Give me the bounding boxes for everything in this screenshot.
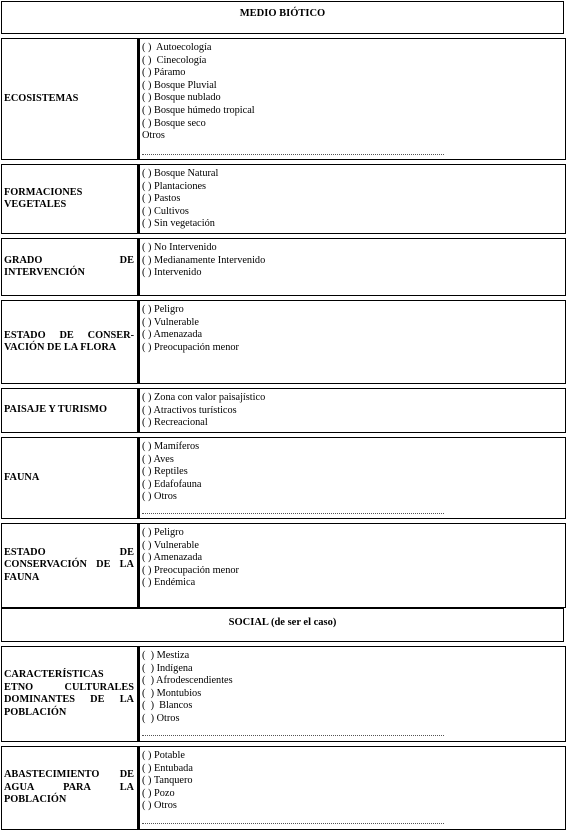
option-item[interactable]: ( ) Páramo [142, 67, 186, 79]
option-item[interactable]: ( ) Bosque Pluvial [142, 79, 217, 91]
section-title: MEDIO BIÓTICO [239, 8, 326, 19]
option-item[interactable]: ( ) Potable [142, 750, 185, 761]
row-label: ESTADO DE CONSER-VACIÓN DE LA FLORA [4, 329, 134, 353]
options-list [142, 42, 561, 143]
option-item[interactable]: ( ) Indígena [142, 662, 193, 674]
option-item[interactable]: ( ) Vulnerable [142, 539, 199, 551]
option-item[interactable]: ( ) Edafofauna [142, 478, 202, 490]
option-item[interactable]: ( ) Recreacional [142, 417, 208, 429]
option-item[interactable]: ( ) Cultivos [142, 205, 189, 217]
column-divider [137, 389, 140, 432]
row-label: PAISAJE Y TURISMO [4, 404, 107, 416]
option-item[interactable]: ( ) Afrodescendientes [142, 675, 233, 687]
options-list [142, 441, 561, 504]
fill-in-line[interactable] [142, 823, 444, 824]
row-fauna [1, 437, 566, 519]
option-item[interactable]: ( ) Preocupación menor [142, 564, 239, 576]
option-item[interactable]: ( ) Amenazada [142, 329, 203, 341]
column-divider [137, 524, 140, 607]
options-list [142, 392, 561, 430]
option-item[interactable]: ( ) Autoecología [142, 42, 212, 53]
row-label: ECOSISTEMAS [4, 92, 79, 104]
option-item[interactable]: ( ) Otros [142, 712, 180, 724]
column-divider [137, 39, 140, 159]
option-item[interactable]: ( ) Zona con valor paisajístico [142, 392, 266, 403]
options-list [142, 750, 561, 813]
row-formaciones-vegetales [1, 164, 566, 234]
option-item[interactable]: ( ) Peligro [142, 304, 184, 315]
options-list [142, 650, 561, 726]
option-item[interactable]: ( ) Plantaciones [142, 180, 207, 192]
option-item[interactable]: ( ) Reptiles [142, 466, 188, 478]
options-list [142, 242, 561, 280]
row-estado-conservacion-fauna [1, 523, 566, 608]
column-divider [137, 165, 140, 233]
option-item[interactable]: ( ) Bosque húmedo tropical [142, 104, 255, 116]
row-ecosistemas [1, 38, 566, 160]
option-item[interactable]: ( ) Preocupación menor [142, 341, 239, 353]
section-header-medio-biotico [1, 1, 564, 34]
option-item[interactable]: ( ) Otros [142, 491, 177, 503]
row-paisaje-y-turismo [1, 388, 566, 433]
option-item[interactable]: ( ) Montubios [142, 687, 202, 699]
option-item[interactable]: ( ) Bosque seco [142, 117, 206, 129]
option-item[interactable]: ( ) Mestiza [142, 650, 190, 661]
option-item[interactable]: ( ) Blancos [142, 700, 193, 712]
option-item[interactable]: ( ) Endémica [142, 577, 196, 589]
section-header-social [1, 608, 564, 642]
row-label: GRADO DE INTERVENCIÓN [4, 254, 134, 278]
option-item[interactable]: ( ) Intervenido [142, 267, 202, 279]
row-label: FORMACIONES VEGETALES [4, 186, 83, 210]
form-table [1, 1, 566, 830]
column-divider [137, 747, 140, 829]
option-item[interactable]: ( ) Pozo [142, 787, 175, 799]
column-divider [137, 438, 140, 518]
option-item[interactable]: ( ) Sin vegetación [142, 218, 215, 230]
column-divider [137, 301, 140, 383]
options-list [142, 304, 561, 354]
row-label: ABASTECIMIENTO DE AGUA PARA LA POBLACIÓN [4, 769, 134, 806]
option-item[interactable]: ( ) Mamíferos [142, 441, 200, 452]
row-estado-conservacion-flora [1, 300, 566, 384]
option-item[interactable]: ( ) Peligro [142, 527, 184, 538]
fill-in-line[interactable] [142, 154, 444, 155]
option-item[interactable]: ( ) Entubada [142, 762, 193, 774]
row-grado-de-intervencion [1, 238, 566, 296]
option-item[interactable]: ( ) Atractivos turísticos [142, 404, 237, 416]
row-label: ESTADO DE CONSERVACIÓN DE LA FAUNA [4, 546, 134, 583]
option-item[interactable]: ( ) Pastos [142, 193, 181, 205]
option-item[interactable]: ( ) Vulnerable [142, 316, 199, 328]
option-item[interactable]: ( ) No Intervenido [142, 242, 217, 253]
option-item[interactable]: ( ) Amenazada [142, 552, 203, 564]
row-label: FAUNA [4, 471, 40, 483]
option-item[interactable]: ( ) Bosque nublado [142, 92, 221, 104]
fill-in-line[interactable] [142, 735, 444, 736]
row-abastecimiento-agua [1, 746, 566, 830]
fill-in-line[interactable] [142, 513, 444, 514]
column-divider [137, 239, 140, 295]
option-item[interactable]: ( ) Otros [142, 800, 177, 812]
row-caracteristicas-etnoculturales [1, 646, 566, 742]
section-title: SOCIAL (de ser el caso) [228, 617, 337, 628]
option-item: Otros [142, 130, 165, 142]
option-item[interactable]: ( ) Cinecología [142, 54, 207, 66]
column-divider [137, 647, 140, 741]
row-label: CARACTERÍSTICAS ETNO CULTURALES DOMINANTES DE LA POBLACIÓN [4, 669, 134, 718]
options-list [142, 527, 561, 590]
option-item[interactable]: ( ) Tanquero [142, 775, 193, 787]
option-item[interactable]: ( ) Aves [142, 453, 174, 465]
option-item[interactable]: ( ) Medianamente Intervenido [142, 254, 266, 266]
option-item[interactable]: ( ) Bosque Natural [142, 168, 219, 179]
options-list [142, 168, 561, 231]
